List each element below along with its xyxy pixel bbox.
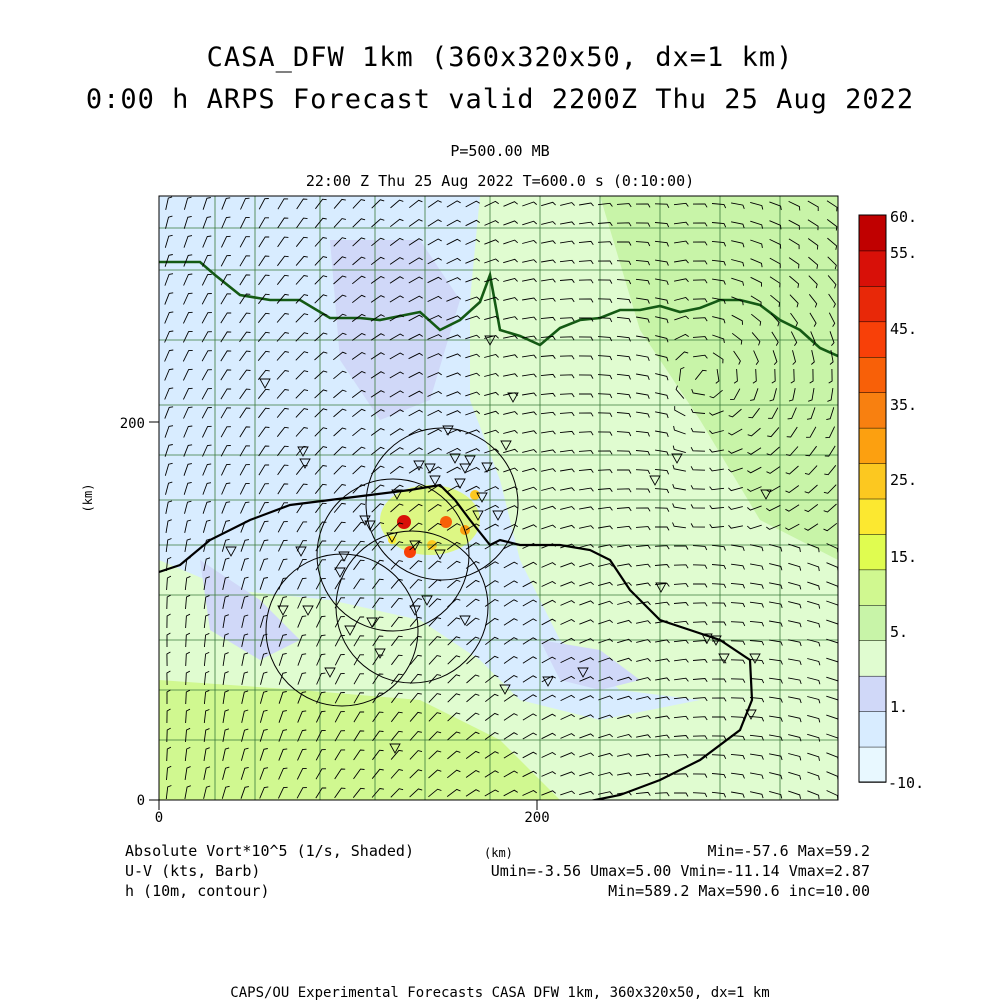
colorbar-swatch	[859, 357, 886, 393]
colorbar-swatch	[859, 569, 886, 605]
colorbar-swatch	[859, 676, 886, 712]
colorbar-swatch	[859, 215, 886, 251]
colorbar-label: 5.	[890, 623, 909, 641]
colorbar-label: 1.	[890, 698, 909, 716]
chart-title-line-1: CASA_DFW 1km (360x320x50, dx=1 km)	[206, 42, 794, 73]
colorbar-swatch	[859, 534, 886, 570]
colorbar-labels	[888, 208, 924, 792]
colorbar-label: 55.	[890, 244, 918, 262]
colorbar-label: 35.	[890, 396, 918, 414]
colorbar-swatch	[859, 286, 886, 322]
storm-core-2	[440, 516, 452, 528]
colorbar-swatch	[859, 747, 886, 783]
colorbar-label: 45.	[890, 320, 918, 338]
valid-time-label: 22:00 Z Thu 25 Aug 2022 T=600.0 s (0:10:00)	[305, 172, 695, 190]
colorbar-swatch	[859, 499, 886, 535]
y-tick-0: 0	[136, 793, 145, 809]
colorbar-label: 60.	[890, 208, 918, 226]
field1-stats: Min=-57.6 Max=59.2	[707, 842, 870, 860]
field3-label: h (10m, contour)	[125, 882, 270, 900]
colorbar-swatch	[859, 428, 886, 464]
colorbar-swatch	[859, 605, 886, 641]
y-axis-unit: (km)	[81, 483, 95, 513]
storm-core-1	[397, 515, 411, 529]
pressure-level-label: P=500.00 MB	[450, 142, 550, 160]
colorbar-swatch	[859, 392, 886, 428]
colorbar-swatch	[859, 321, 886, 357]
field2-label: U-V (kts, Barb)	[125, 862, 261, 880]
chart-title-line-2: 0:00 h ARPS Forecast valid 2200Z Thu 25 Aug 2022	[85, 84, 915, 115]
field2-stats: Umin=-3.56 Umax=5.00 Vmin=-11.14 Vmax=2.87	[490, 862, 870, 880]
colorbar-swatch	[859, 711, 886, 747]
colorbar-label: -10.	[888, 774, 925, 792]
colorbar-label: 15.	[890, 548, 918, 566]
colorbar	[859, 215, 886, 783]
colorbar-swatch	[859, 463, 886, 499]
x-tick-200: 200	[524, 810, 550, 826]
field3-stats: Min=589.2 Max=590.6 inc=10.00	[608, 882, 870, 900]
x-tick-0: 0	[154, 810, 164, 826]
colorbar-swatch	[859, 250, 886, 286]
colorbar-label: 25.	[890, 471, 918, 489]
footer-credit: CAPS/OU Experimental Forecasts CASA DFW 1km, 360x320x50, dx=1 km	[230, 985, 770, 1001]
field1-label: Absolute Vort*10^5 (1/s, Shaded)	[125, 842, 414, 860]
y-tick-200: 200	[119, 416, 145, 432]
map-plot-area	[159, 196, 839, 802]
x-axis-unit: (km)	[484, 846, 513, 860]
colorbar-swatch	[859, 640, 886, 676]
